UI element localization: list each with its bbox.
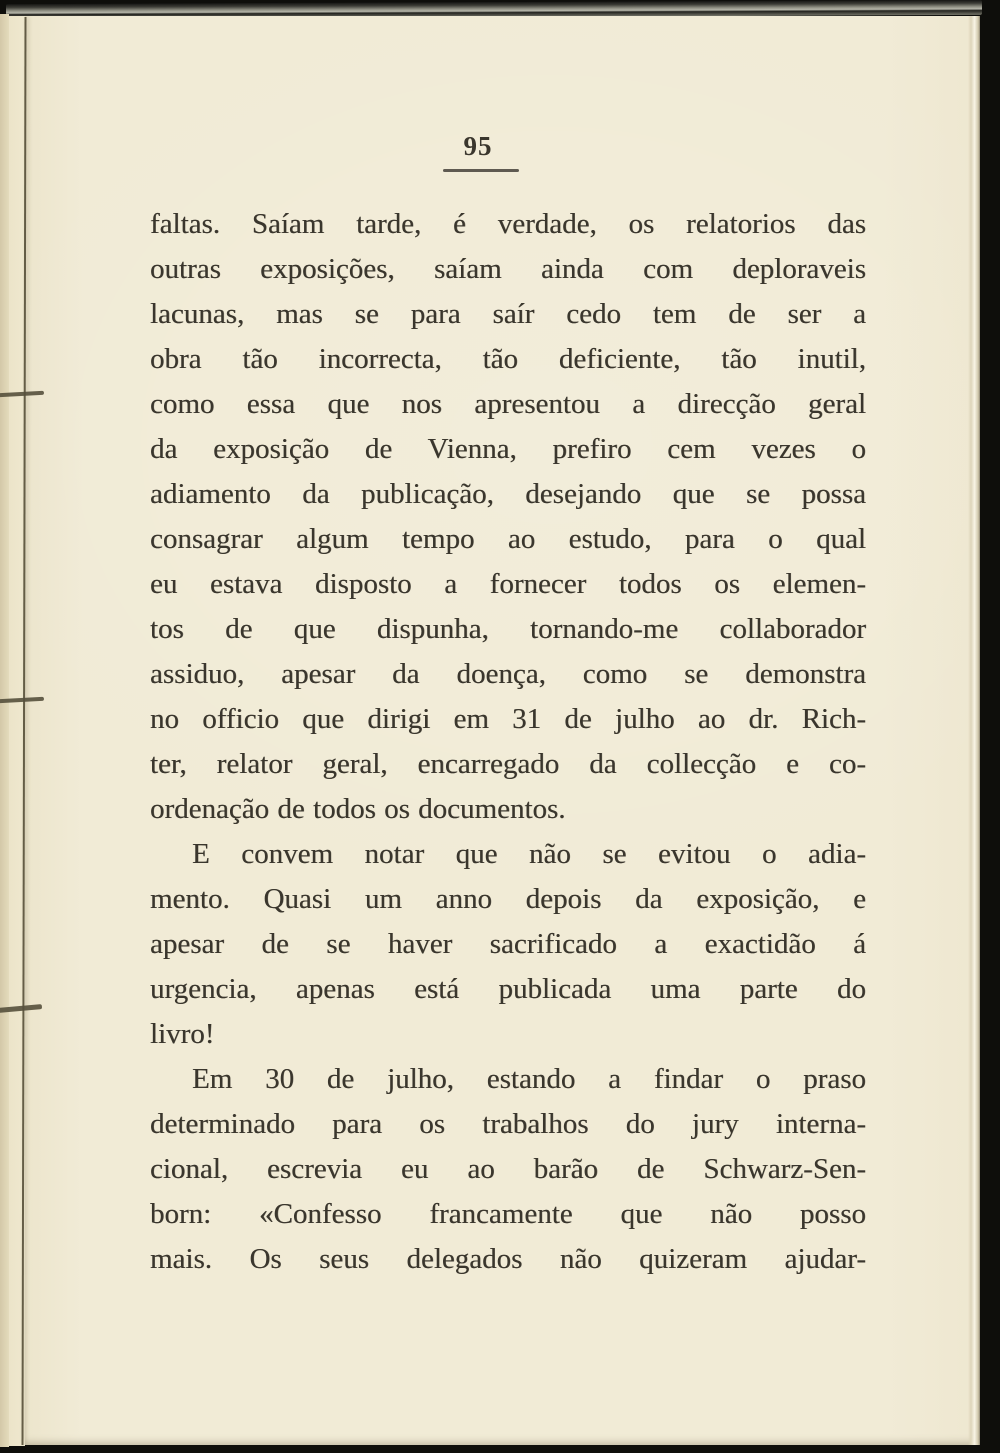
- text-line: eu estava disposto a fornecer todos os elemen-: [150, 568, 866, 600]
- page-stack-right-edge: [968, 16, 980, 1445]
- text-line: determinado para os trabalhos do jury interna-: [150, 1108, 866, 1140]
- text-line: urgencia, apenas está publicada uma parte do: [150, 973, 866, 1005]
- text-line: mais. Os seus delegados não quizeram ajudar-: [150, 1243, 866, 1275]
- text-line-paragraph-end: livro!: [150, 1018, 215, 1050]
- text-line: assiduo, apesar da doença, como se demonstra: [150, 658, 866, 690]
- text-line: da exposição de Vienna, prefiro cem vezes o: [150, 433, 866, 465]
- text-line: como essa que nos apresentou a direcção geral: [150, 388, 866, 420]
- text-line: born: «Confesso francamente que não posso: [150, 1198, 866, 1230]
- text-line: apesar de se haver sacrificado a exactidão á: [150, 928, 866, 960]
- text-line: adiamento da publicação, desejando que se possa: [150, 478, 866, 510]
- text-line-paragraph-start: E convem notar que não se evitou o adia-: [192, 838, 866, 870]
- book-page: [25, 16, 980, 1445]
- page-number: 95: [463, 131, 493, 161]
- text-line: tos de que dispunha, tornando-me collaborador: [150, 613, 866, 645]
- text-line-paragraph-end: ordenação de todos os documentos.: [150, 793, 566, 825]
- page-stack-left-edge: [0, 14, 9, 1447]
- text-block: [150, 202, 866, 1282]
- text-line-paragraph-start: Em 30 de julho, estando a findar o praso: [192, 1063, 866, 1095]
- text-line: cional, escrevia eu ao barão de Schwarz-Sen-: [150, 1153, 866, 1185]
- text-line: ter, relator geral, encarregado da collecção e co-: [150, 748, 866, 780]
- page-number-rule: [443, 169, 519, 172]
- text-line: faltas. Saíam tarde, é verdade, os relatorios das: [150, 208, 866, 240]
- text-line: no officio que dirigi em 31 de julho ao dr. Rich-: [150, 703, 866, 735]
- text-line: obra tão incorrecta, tão deficiente, tão inutil,: [150, 343, 866, 375]
- text-line: mento. Quasi um anno depois da exposição, e: [150, 883, 866, 915]
- text-line: outras exposições, saíam ainda com deploraveis: [150, 253, 866, 285]
- text-line: consagrar algum tempo ao estudo, para o qual: [150, 523, 866, 555]
- page-header: [443, 131, 513, 172]
- text-line: lacunas, mas se para saír cedo tem de ser a: [150, 298, 866, 330]
